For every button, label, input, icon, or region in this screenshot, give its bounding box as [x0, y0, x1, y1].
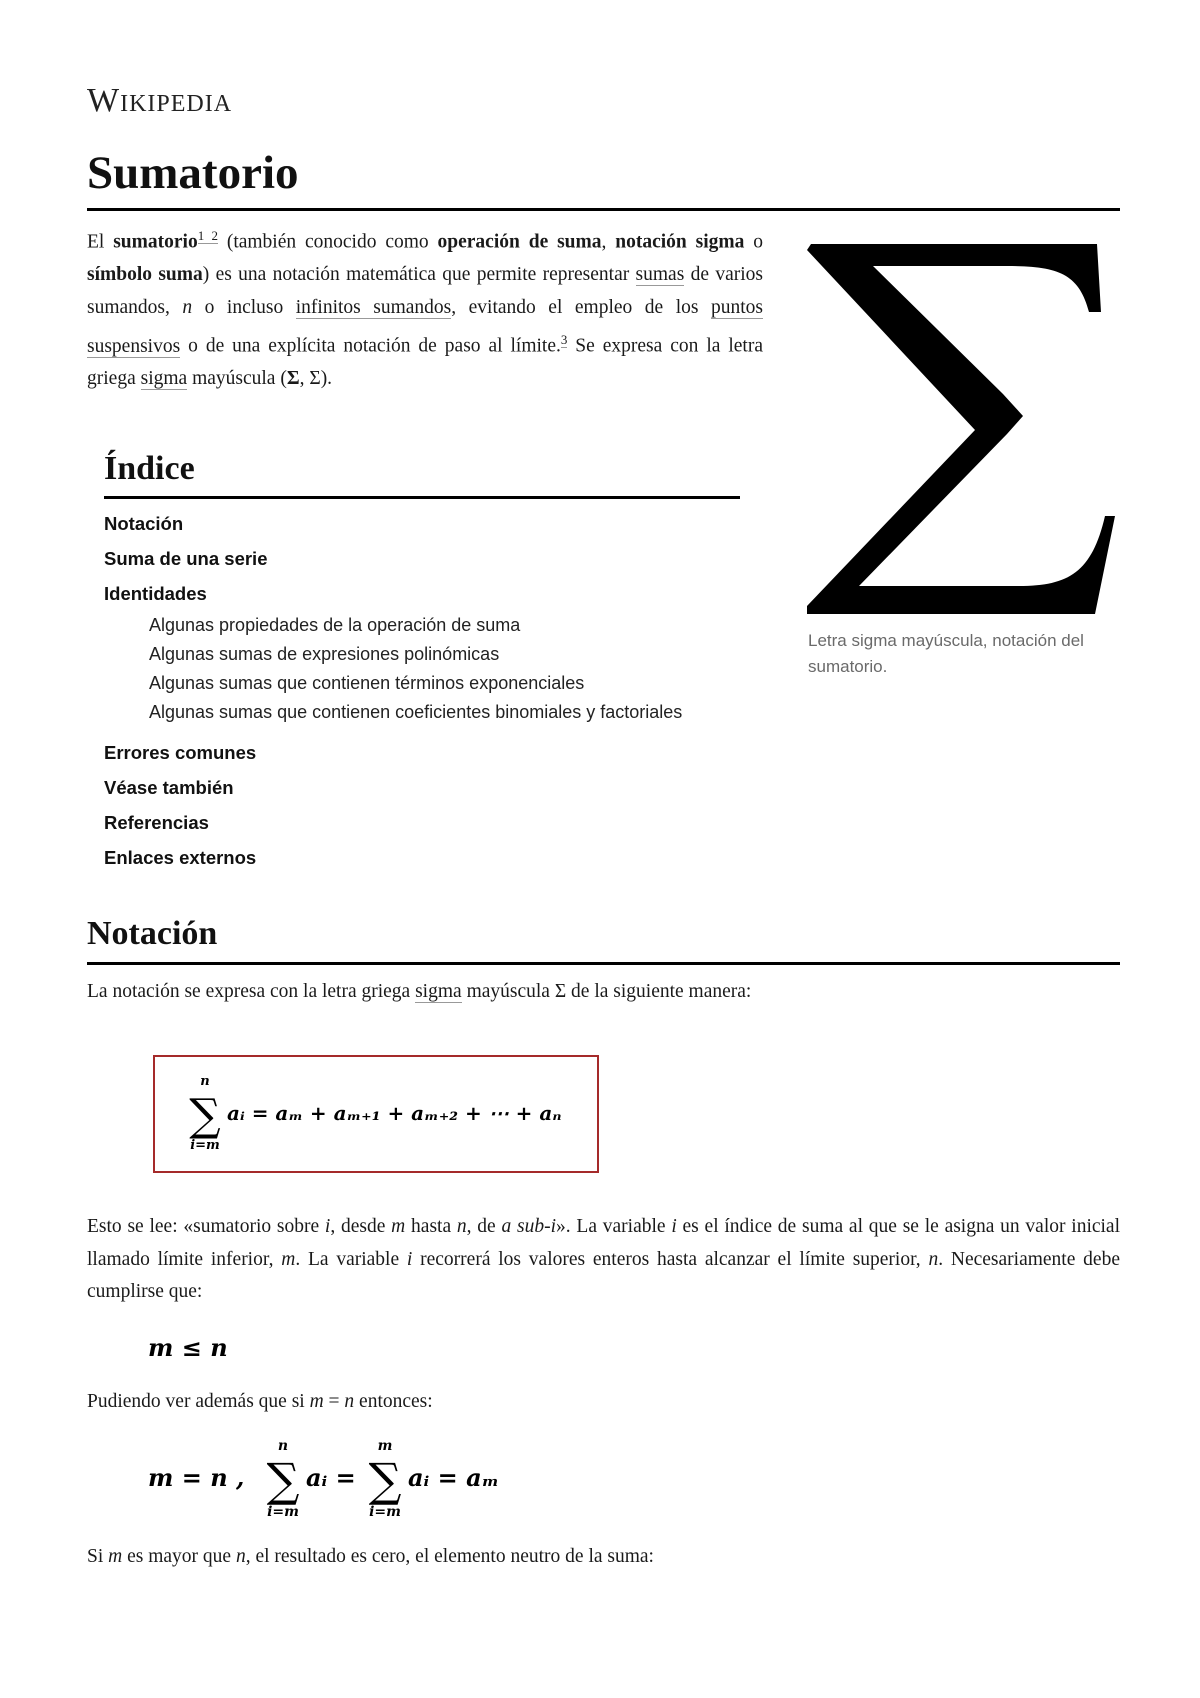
notacion-paragraph-3: Pudiendo ver además que si m = n entonces: — [87, 1391, 433, 1412]
link-infinitos-sumandos[interactable]: infinitos sumandos — [295, 296, 452, 318]
intro-paragraph: El sumatorio$^{1 2}$ (también conocido como operación de suma, notación sigma o símbolo suma) es una notación matemática que permite representar sumas de varios sumandos, n o incluso infinitos sumandos, evitando el empleo de los puntos suspensivos o de una explícita notación de paso al límite.$^3$ Se expresa con la letra griega sigma mayúscula (Σ, Σ). — [87, 228, 764, 389]
page-title: Sumatorio — [87, 147, 299, 199]
link-puntos-suspensivos[interactable]: puntos suspensivos — [87, 296, 763, 357]
sigma-letter-image[interactable] — [807, 234, 1115, 620]
wikipedia-logo[interactable]: Wikipedia — [87, 82, 233, 119]
notacion-paragraph-2: Esto se lee: «sumatorio sobre i, desde m hasta n, de a sub-i». La variable i es el índice de suma al que se le asigna un valor inicial llamado límite inferior, m. La variable i recorrerá los valores enteros hasta alcanzar el límite superior, n. Necesariamente debe cumplirse que: — [87, 1216, 1121, 1302]
toc-item-notacion[interactable]: Notación — [104, 513, 184, 534]
summation-expression: aᵢ = aₘ + aₘ₊₁ + aₘ₊₂ + ⋯ + aₙ — [227, 1101, 562, 1125]
section-heading-notacion: Notación — [87, 915, 218, 952]
sum-upper-limit: n — [200, 1074, 210, 1089]
equality-formula — [148, 1436, 528, 1518]
formula-lhs: m = n , — [148, 1463, 245, 1492]
link-sumas[interactable]: sumas — [635, 264, 685, 285]
summation-formula-box — [153, 1055, 599, 1173]
toc-item-vease-tambien[interactable]: Véase también — [104, 777, 234, 798]
formula-rhs: aᵢ = aₘ — [408, 1463, 500, 1492]
sigma-symbol-2: ∑ — [368, 1453, 402, 1507]
toc-title: Índice — [104, 450, 195, 487]
reference-link-3[interactable]: 3 — [560, 332, 568, 347]
notacion-paragraph-1: La notación se expresa con la letra griega sigma mayúscula Σ de la siguiente manera: — [87, 981, 752, 1002]
sum-lower-limit: i=m — [190, 1138, 220, 1153]
table-of-contents — [104, 506, 682, 875]
toc-item-errores-comunes[interactable]: Errores comunes — [104, 742, 257, 763]
sum1-upper-limit: n — [277, 1438, 289, 1454]
sum2-lower-limit: i=m — [369, 1504, 401, 1518]
toc-subitem-polinomicas[interactable]: Algunas sumas de expresiones polinómicas — [149, 644, 500, 664]
section-divider — [87, 962, 1120, 965]
link-sigma-2[interactable]: sigma — [415, 981, 462, 1002]
link-sigma[interactable]: sigma — [140, 368, 188, 389]
sum1-lower-limit: i=m — [267, 1504, 299, 1518]
inequality-formula — [148, 1330, 268, 1364]
toc-divider — [104, 496, 740, 499]
toc-subitem-propiedades[interactable]: Algunas propiedades de la operación de suma — [149, 615, 521, 635]
figure-caption: Letra sigma mayúscula, notación del sumatorio. — [808, 631, 1084, 676]
toc-subitem-binomiales[interactable]: Algunas sumas que contienen coeficientes binomiales y factoriales — [149, 702, 683, 722]
toc-item-enlaces-externos[interactable]: Enlaces externos — [104, 847, 257, 868]
toc-item-identidades[interactable]: Identidades — [104, 583, 207, 604]
sigma-symbol-1: ∑ — [266, 1453, 300, 1507]
toc-item-suma-de-una-serie[interactable]: Suma de una serie — [104, 548, 268, 569]
inequality-text: m ≤ n — [148, 1333, 228, 1362]
notacion-paragraph-4: Si m es mayor que n, el resultado es cero, el elemento neutro de la suma: — [87, 1546, 654, 1567]
reference-link-1-2[interactable]: 1 2 — [197, 228, 218, 243]
sigma-symbol: ∑ — [189, 1090, 221, 1141]
toc-item-referencias[interactable]: Referencias — [104, 812, 209, 833]
title-divider — [87, 208, 1120, 211]
toc-subitem-exponenciales[interactable]: Algunas sumas que contienen términos exponenciales — [149, 673, 585, 693]
sum2-upper-limit: m — [377, 1438, 393, 1454]
formula-middle: aᵢ = — [306, 1463, 356, 1492]
